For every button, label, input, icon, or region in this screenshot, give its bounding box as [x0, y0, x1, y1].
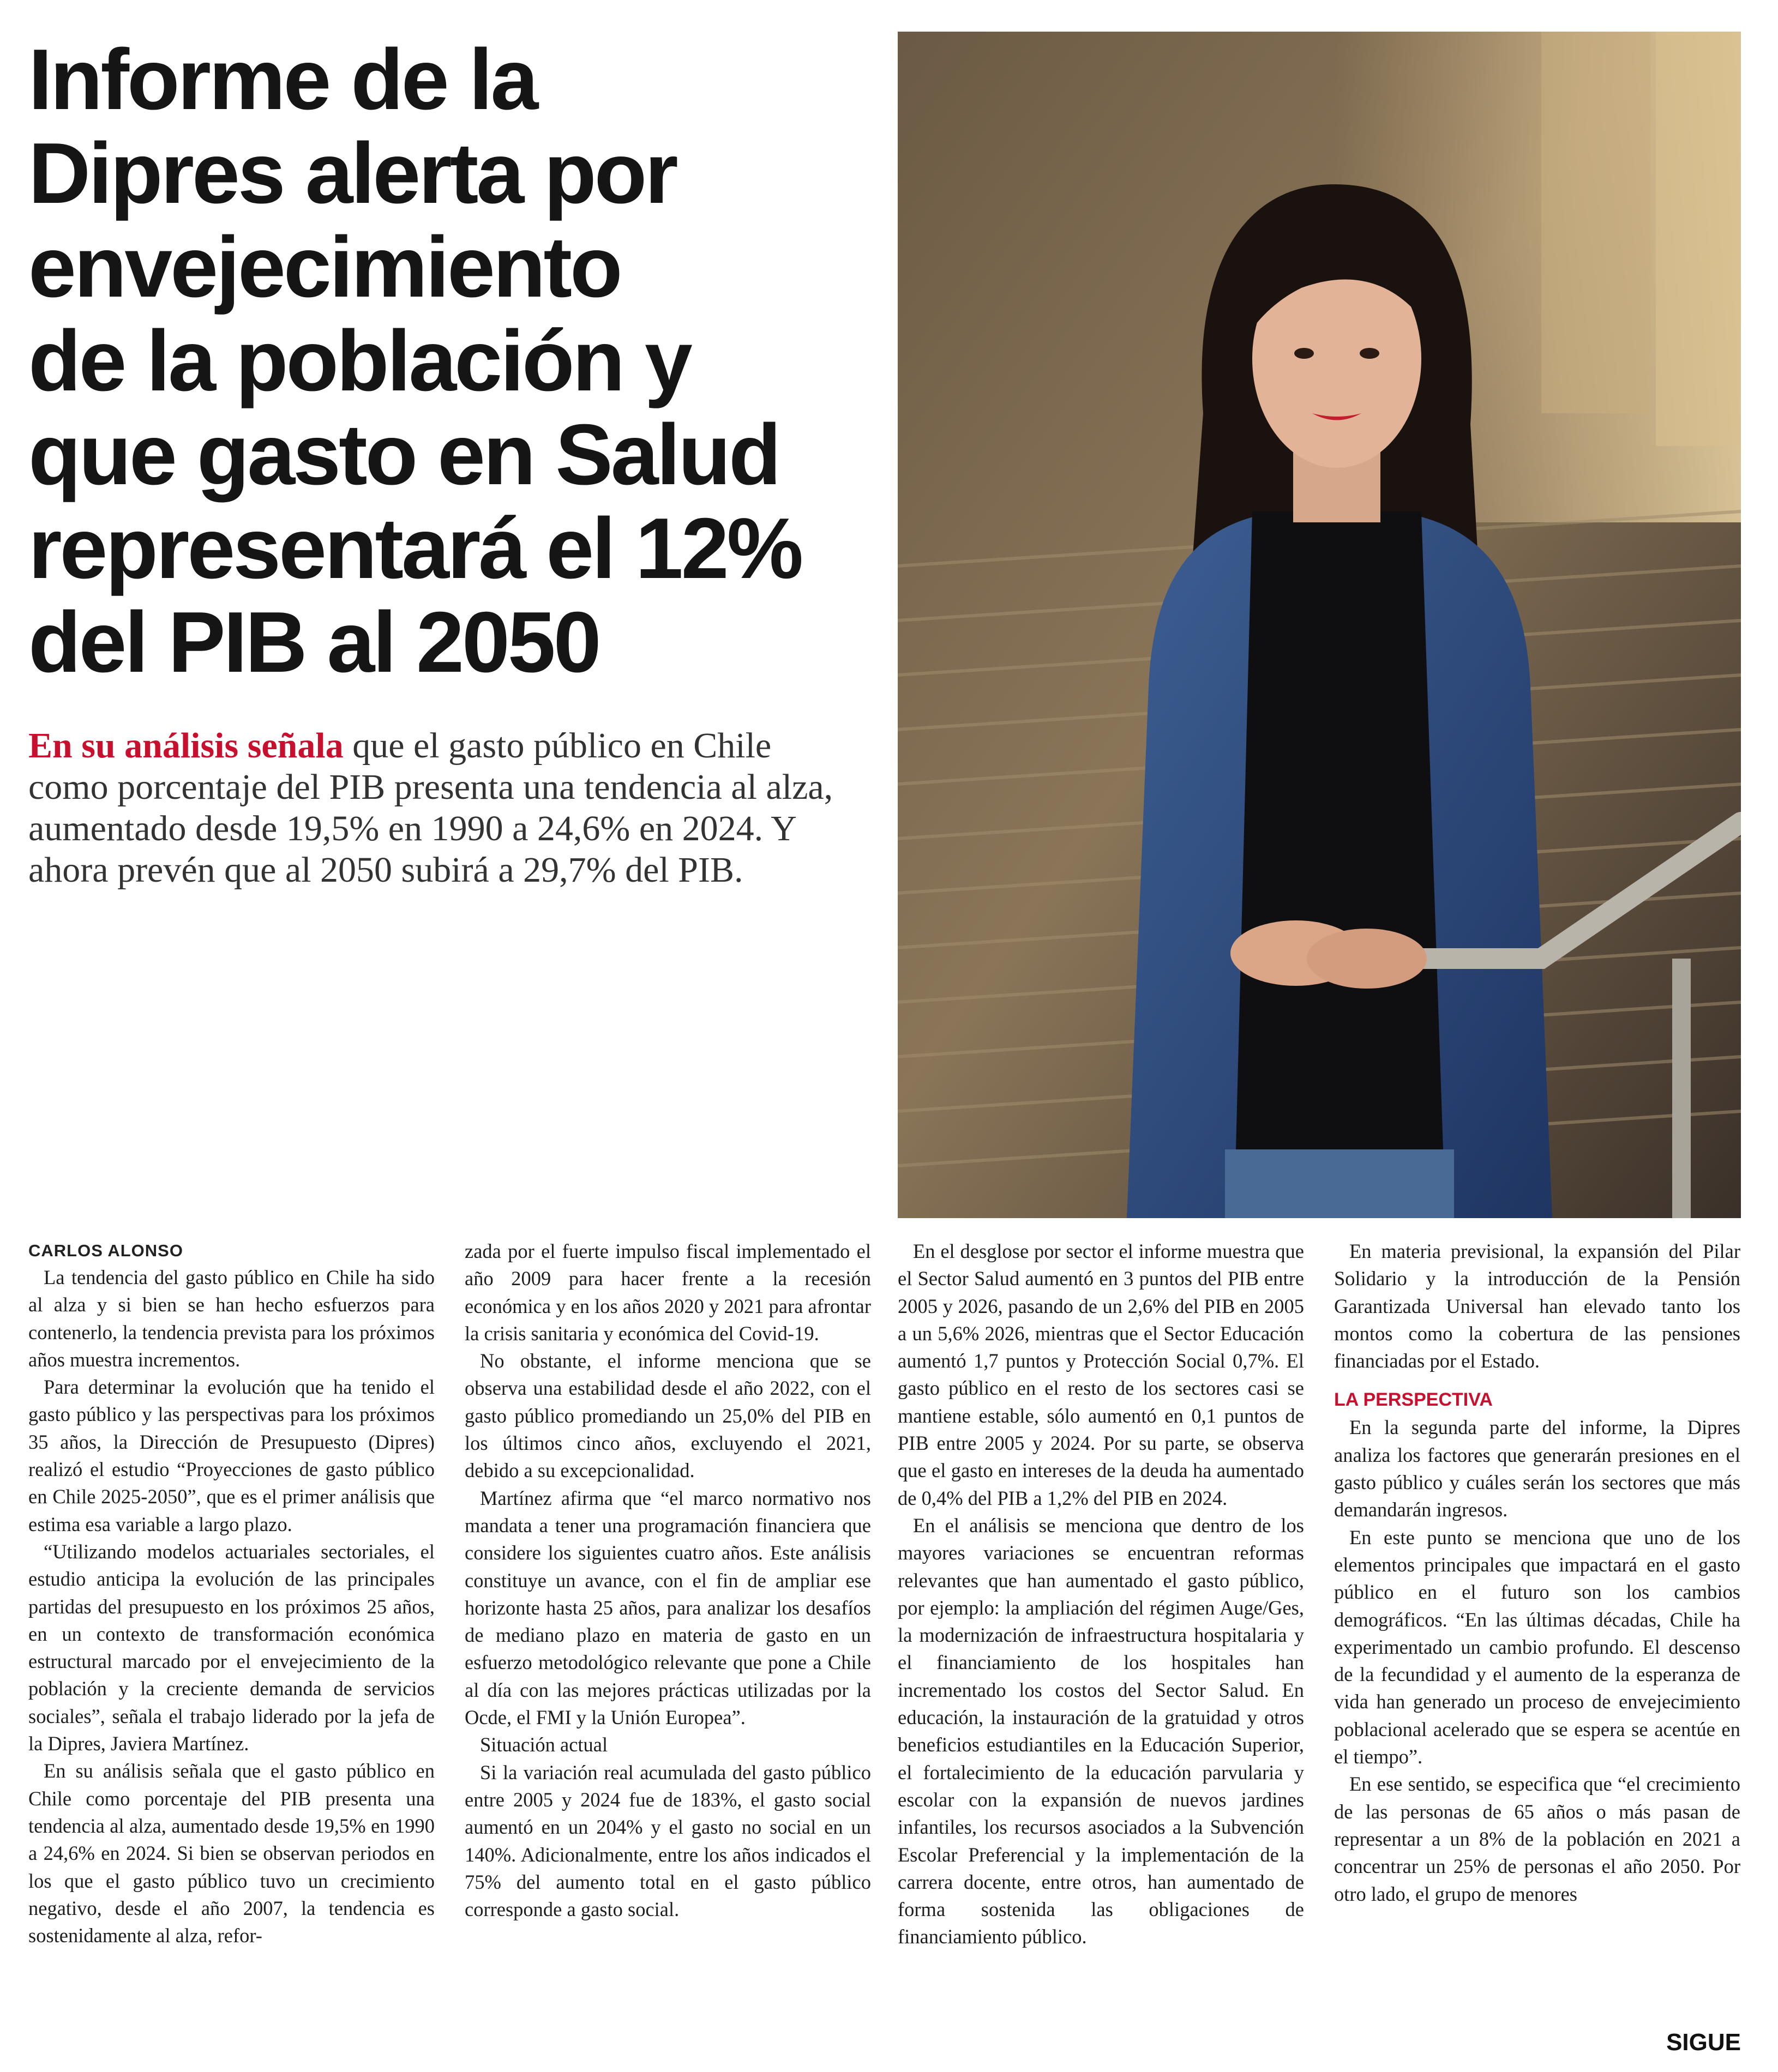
lead-kicker: En su análisis señala [28, 726, 344, 766]
article-column-1 [28, 1238, 435, 1949]
article-column-3 [898, 1238, 1304, 1951]
paragraph: En la segunda parte del informe, la Dipres analiza los factores que generarán presiones en el gasto público y cuáles serán los sectores que más demandarán ingresos. [1334, 1416, 1740, 1521]
paragraph: En el análisis se menciona que dentro de los mayores variaciones se encuentran reformas relevantes que han aumentado el gasto público, por ejemplo: la ampliación del régimen Auge/Ges, la modernización de infraestructura hospitalaria y el financiamiento de los hospitales han incrementado los costos del Sector Salud. En educación, la instauración de la gratuidad y otros beneficios estudiantiles en la Educación Superior, el fortalecimiento de la educación parvularia y escolar con la expansión de nuevos jardines infantiles, los recursos asociados a la Subvención Escolar Preferencial y la implementación de la carrera docente, entre otros, han aumentado de forma sostenida las obligaciones de financiamiento público. [898, 1514, 1304, 1948]
paragraph: En ese sentido, se especifica que “el crecimiento de las personas de 65 años o más pasan de representar a un 8% de la población en 2021 a concentrar un 25% de personas el año 2050. Por otro lado, el grupo de menores [1334, 1773, 1740, 1905]
headline-line: del PIB al 2050 [28, 594, 599, 690]
paragraph: En su análisis señala que el gasto público en Chile como porcentaje del PIB presenta una tendencia al alza, aumentado desde 19,5% en 1990 a 24,6% en 2024. Si bien se observan periodos en los que el gasto público tuvo un crecimiento negativo, desde el año 2007, la tendencia es sostenidamente al alza, refor- [28, 1760, 435, 1947]
continue-label: SIGUE [1666, 2029, 1741, 2056]
section-title: LA PERSPECTIVA [1334, 1389, 1493, 1411]
headline-line: Informe de la [28, 32, 537, 128]
subheading: Situación actual [480, 1733, 608, 1756]
article-column-2 [465, 1238, 871, 1923]
lead-text: que el gasto público en Chile como porcentaje del PIB presenta una tendencia al alza, aumentado desde 19,5% en 1990 a 24,6% en 2024. Y ahora prevén que al 2050 subirá a 29,7% del PIB. [28, 726, 833, 890]
paragraph: Si la variación real acumulada del gasto público entre 2005 y 2024 fue de 183%, el gasto social aumentó en un 204% y el gasto no social en un 140%. Adicionalmente, entre los años indicados el 75% del aumento total en el gasto público corresponde a gasto social. [465, 1761, 871, 1921]
paragraph: “Utilizando modelos actuariales sectoriales, el estudio anticipa la evolución de las principales partidas del presupuesto en los próximos 25 años, en un contexto de transformación económica estructural marcado por el envejecimiento de la población y la creciente demanda de servicios sociales”, señala el trabajo liderado por la jefa de la Dipres, Javiera Martínez. [28, 1540, 435, 1755]
paragraph: En el desglose por sector el informe muestra que el Sector Salud aumentó en 3 puntos del PIB entre 2005 y 2026, pasando de un 2,6% del PIB en 2005 a un 5,6% 2026, mientras que el Sector Educación aumentó 1,7 puntos y Protección Social 0,7%. El gasto público en el resto de los sectores casi se mantiene estable, sólo aumentó en 0,1 puntos de PIB entre 2005 y 2024. Por su parte, se observa que el gasto en intereses de la deuda ha aumentado de 0,4% del PIB a 1,2% del PIB en 2024. [898, 1240, 1304, 1509]
lead-paragraph [28, 725, 857, 891]
portrait-photo [898, 32, 1741, 1218]
headline-line: representará el 12% [28, 501, 802, 597]
paragraph: Para determinar la evolución que ha tenido el gasto público y las perspectivas para los próximos 35 años, la Dirección de Presupuesto (Dipres) realizó el estudio “Proyecciones de gasto público en Chile 2025-2050”, que es el primer análisis que estima esa variable a largo plazo. [28, 1376, 435, 1535]
headline-line: envejecimiento [28, 219, 621, 315]
paragraph: La tendencia del gasto público en Chile ha sido al alza y si bien se han hecho esfuerzos para contenerlo, la tendencia prevista para los próximos años muestra incrementos. [28, 1266, 435, 1371]
paragraph: En este punto se menciona que uno de los elementos principales que impactará en el gasto público en el futuro son los cambios demográficos. “En las últimas décadas, Chile ha experimentado un cambio profundo. El descenso de la fecundidad y el aumento de la esperanza de vida han generado un proceso de envejecimiento poblacional acelerado que se espera se acentúe en el tiempo”. [1334, 1526, 1740, 1768]
headline-line: que gasto en Salud [28, 407, 779, 503]
paragraph: Martínez afirma que “el marco normativo nos mandata a tener una programación financiera que considere los siguientes cuatro años. Este análisis constituye un avance, con el fin de ampliar ese horizonte hasta 25 años, para analizar los desafíos de mediano plazo en materia de gasto en un esfuerzo metodológico relevante que pone a Chile al día con las mejores prácticas utilizadas por la Ocde, el FMI y la Unión Europea”. [465, 1486, 871, 1729]
headline [28, 33, 879, 689]
byline: CARLOS ALONSO [28, 1241, 183, 1260]
portrait-illustration [898, 32, 1741, 1218]
headline-line: Dipres alerta por [28, 125, 676, 221]
paragraph: No obstante, el informe menciona que se observa una estabilidad desde el año 2022, con el gasto público promediando un 25,0% del PIB en los últimos cinco años, excluyendo el 2021, debido a su excepcionalidad. [465, 1350, 871, 1482]
paragraph: En materia previsional, la expansión del Pilar Solidario y la introducción de la Pensión Garantizada Universal han elevado tanto los montos como la cobertura de las pensiones financiadas por el Estado. [1334, 1240, 1740, 1372]
paragraph: zada por el fuerte impulso fiscal implementado el año 2009 para hacer frente a la recesión económica y en los años 2020 y 2021 para afrontar la crisis sanitaria y económica del Covid-19. [465, 1240, 871, 1345]
headline-line: de la población y [28, 313, 690, 409]
article-column-4 [1334, 1238, 1740, 1908]
